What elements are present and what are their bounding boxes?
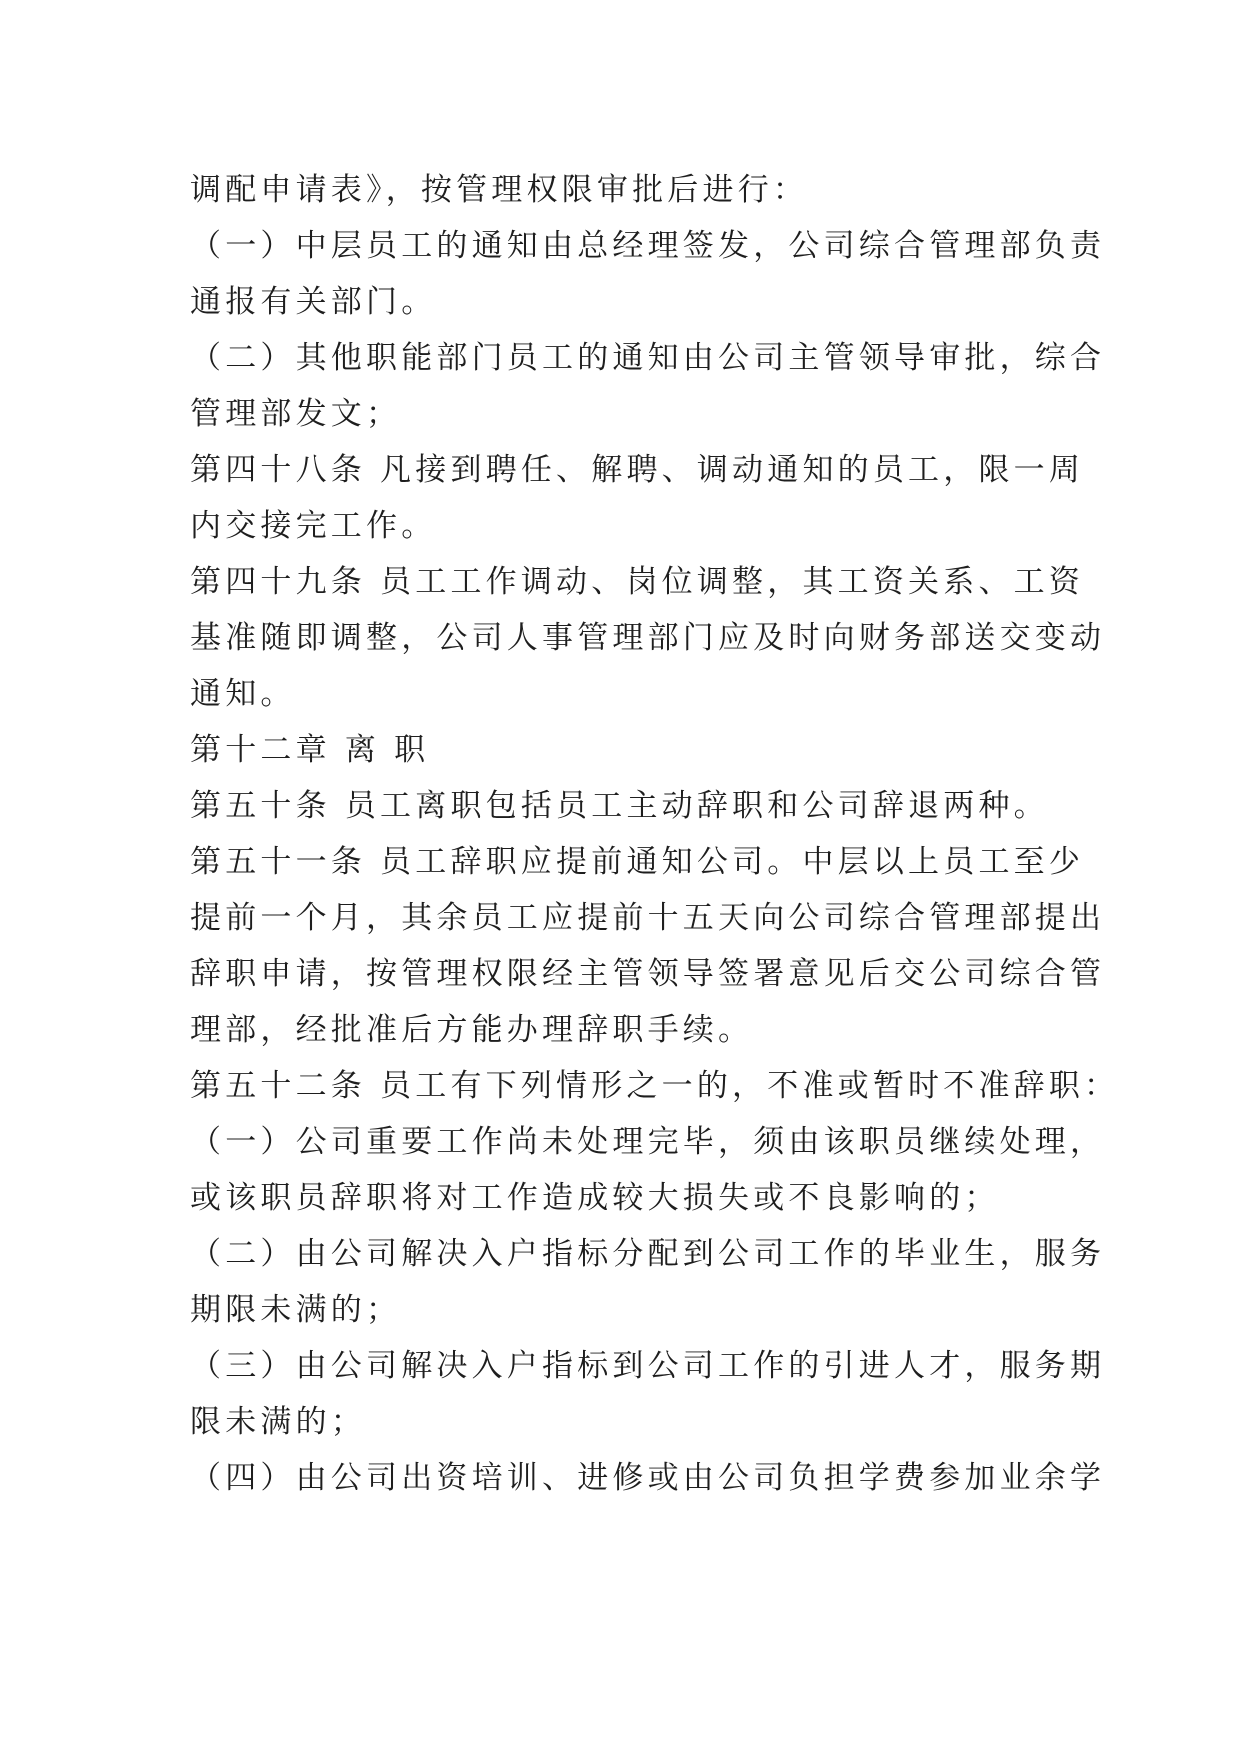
- text-line: 基准随即调整，公司人事管理部门应及时向财务部送交变动: [190, 620, 1106, 656]
- text-line: 调配申请表》，按管理权限审批后进行：: [190, 172, 809, 208]
- text-line: 理部，经批准后方能办理辞职手续。: [190, 1012, 754, 1048]
- text-line: 通报有关部门。: [190, 284, 437, 320]
- text-line: 内交接完工作。: [190, 508, 437, 544]
- text-line: 第四十九条 员工工作调动、岗位调整，其工资关系、工资: [190, 564, 1085, 600]
- text-line: 期限未满的；: [190, 1292, 402, 1328]
- text-line: （三）由公司解决入户指标到公司工作的引进人才，服务期: [190, 1348, 1106, 1384]
- text-line: 第四十八条 凡接到聘任、解聘、调动通知的员工，限一周: [190, 452, 1085, 488]
- text-line: 或该职员辞职将对工作造成较大损失或不良影响的；: [190, 1180, 1000, 1216]
- text-line: 管理部发文；: [190, 396, 402, 432]
- text-line: （二）其他职能部门员工的通知由公司主管领导审批，综合: [190, 340, 1106, 376]
- text-line: 第五十条 员工离职包括员工主动辞职和公司辞退两种。: [190, 788, 1049, 824]
- chapter-heading: 第十二章 离 职: [190, 732, 430, 768]
- text-line: 第五十二条 员工有下列情形之一的，不准或暂时不准辞职：: [190, 1068, 1120, 1104]
- text-line: 通知。: [190, 676, 296, 712]
- text-line: （四）由公司出资培训、进修或由公司负担学费参加业余学: [190, 1460, 1106, 1496]
- text-line: （一）中层员工的通知由总经理签发，公司综合管理部负责: [190, 228, 1106, 264]
- text-line: 辞职申请，按管理权限经主管领导签署意见后交公司综合管: [190, 956, 1106, 992]
- text-line: 提前一个月，其余员工应提前十五天向公司综合管理部提出: [190, 900, 1106, 936]
- text-line: 限未满的；: [190, 1404, 366, 1440]
- text-line: （一）公司重要工作尚未处理完毕，须由该职员继续处理，: [190, 1124, 1106, 1160]
- document-body: [190, 162, 1120, 1506]
- text-line: （二）由公司解决入户指标分配到公司工作的毕业生，服务: [190, 1236, 1106, 1272]
- text-line: 第五十一条 员工辞职应提前通知公司。中层以上员工至少: [190, 844, 1085, 880]
